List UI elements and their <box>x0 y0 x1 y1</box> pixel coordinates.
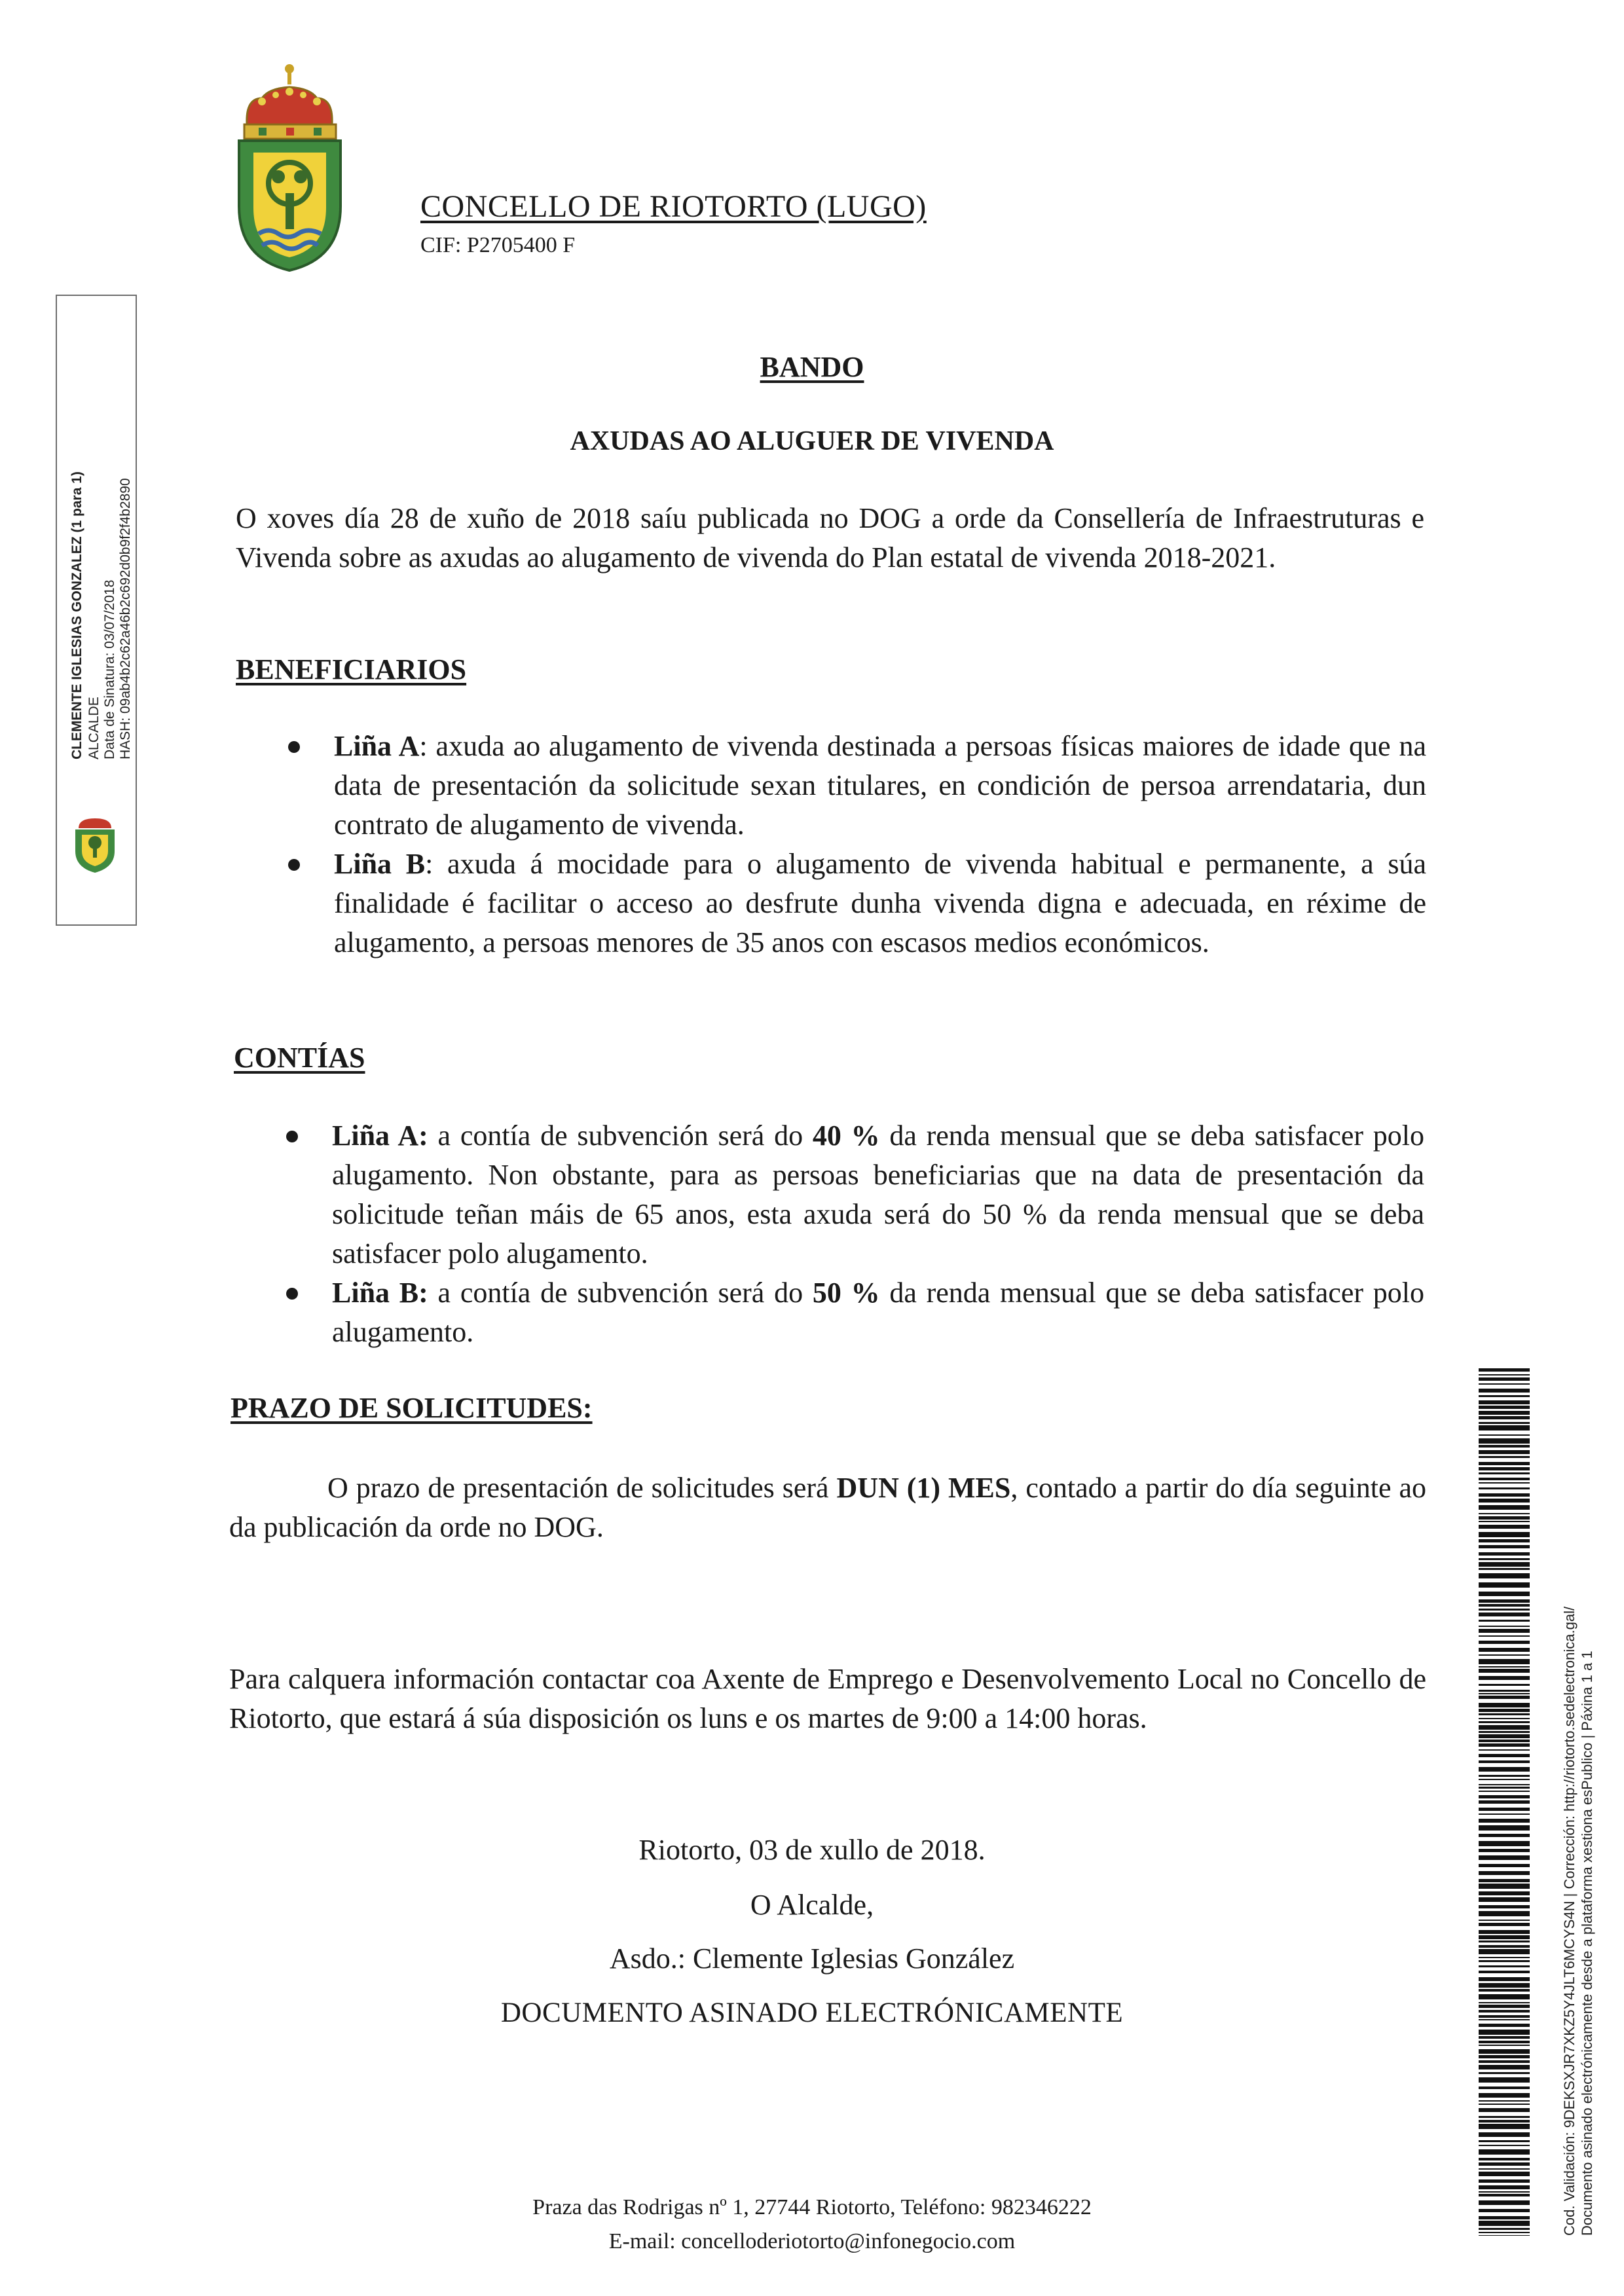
town-hall-title: CONCELLO DE RIOTORTO (LUGO) <box>420 189 927 224</box>
section-heading-beneficiarios: BENEFICIARIOS <box>236 653 467 685</box>
item-text: a contía de subvención será do <box>428 1120 813 1152</box>
item-text: a contía de subvención será do <box>428 1277 813 1309</box>
contias-list <box>332 1116 1424 1352</box>
signature-role: ALCALDE <box>86 697 101 759</box>
prazo-text-post: , contado a partir do día seguinte ao da publicación da orde no DOG. <box>229 1472 1426 1543</box>
closing-signature: Asdo.: Clemente Iglesias González <box>609 1942 1015 1975</box>
small-coat-of-arms-icon <box>65 815 124 874</box>
section-heading-prazo: PRAZO DE SOLICITUDES: <box>231 1392 593 1424</box>
section-heading-contias: CONTÍAS <box>234 1042 365 1074</box>
item-label: Liña A: <box>332 1120 428 1152</box>
beneficiarios-list <box>334 727 1426 962</box>
signature-hash: HASH: 09ab4b2c62a46b2c692d0b9f2f4b2890 <box>118 478 133 759</box>
item-amount: 40 % <box>812 1120 880 1152</box>
verification-line-1: Cod. Validación: 9DEKSXJR7XKZ5Y4JLT6MCYS4N | Corrección: http://riotorto.sedelectronica.gal/ <box>1561 1606 1578 2236</box>
item-label: Liña B: <box>332 1277 428 1309</box>
list-item <box>334 845 1426 962</box>
bullet-icon <box>286 1131 298 1142</box>
electronic-signature-note: DOCUMENTO ASINADO ELECTRÓNICAMENTE <box>500 1997 1124 2028</box>
document-title: BANDO <box>760 351 864 383</box>
list-item <box>334 727 1426 845</box>
intro-paragraph: O xoves día 28 de xuño de 2018 saíu publicada no DOG a orde da Consellería de Infraestruturas e Vivenda sobre as axudas ao alugamento de vivenda do Plan estatal de vivenda 2018-2021. <box>236 502 1424 574</box>
bullet-icon <box>288 741 300 753</box>
info-paragraph: Para calquera información contactar coa Axente de Emprego e Desenvolvemento Local no Concello de Riotorto, que estará á súa disposición os luns e os martes de 9:00 a 14:00 horas. <box>229 1663 1426 1734</box>
prazo-paragraph <box>229 1468 1426 1547</box>
item-amount: 50 % <box>812 1277 880 1309</box>
prazo-text-pre: O prazo de presentación de solicitudes será <box>327 1472 837 1504</box>
item-label: Liña A <box>334 730 420 762</box>
prazo-duration: DUN (1) MES <box>836 1472 1011 1504</box>
document-subtitle: AXUDAS AO ALUGUER DE VIVENDA <box>570 426 1054 456</box>
item-text: : axuda ao alugamento de vivenda destinada a persoas físicas maiores de idade que na data de presentación da solicitude sexan titulares, en condición de persoa arrendataria, dun contrato de alugamento de vivenda. <box>334 730 1427 841</box>
signature-signer: CLEMENTE IGLESIAS GONZALEZ (1 para 1) <box>69 471 84 759</box>
footer-email: E-mail: concelloderiotorto@infonegocio.com <box>608 2229 1016 2253</box>
barcode-icon <box>1479 1368 1530 2236</box>
bullet-icon <box>288 859 300 871</box>
municipal-coat-of-arms-icon <box>232 62 347 272</box>
item-label: Liña B <box>334 848 426 880</box>
closing-date: Riotorto, 03 de xullo de 2018. <box>638 1834 986 1866</box>
footer-address: Praza das Rodrigas nº 1, 27744 Riotorto, Teléfono: 982346222 <box>532 2195 1092 2219</box>
signature-date: Data de Sinatura: 03/07/2018 <box>102 579 117 759</box>
item-text: da renda mensual que se deba satisfacer polo alugamento. <box>332 1277 1425 1348</box>
item-text: da renda mensual que se deba satisfacer polo alugamento. Non obstante, para as persoas beneficiarias que na data de presentación da solicitude teñan máis de 65 anos, esta axuda será do 50 % da renda mensual que se deba satisfacer polo alugamento. <box>332 1120 1425 1269</box>
verification-line-2: Documento asinado electrónicamente desde a plataforma xestiona esPublico | Páxina 1 a 1 <box>1579 1650 1595 2236</box>
tax-id: CIF: P2705400 F <box>420 233 576 257</box>
list-item <box>332 1116 1424 1273</box>
item-text: : axuda á mocidade para o alugamento de vivenda habitual e permanente, a súa finalidade é facilitar o acceso ao desfrute dunha vivenda digna e adecuada, en réxime de alugamento, a persoas menores de 35 anos con escasos medios económicos. <box>334 848 1427 958</box>
closing-role: O Alcalde, <box>750 1889 874 1921</box>
bullet-icon <box>286 1288 298 1300</box>
list-item <box>332 1273 1424 1352</box>
